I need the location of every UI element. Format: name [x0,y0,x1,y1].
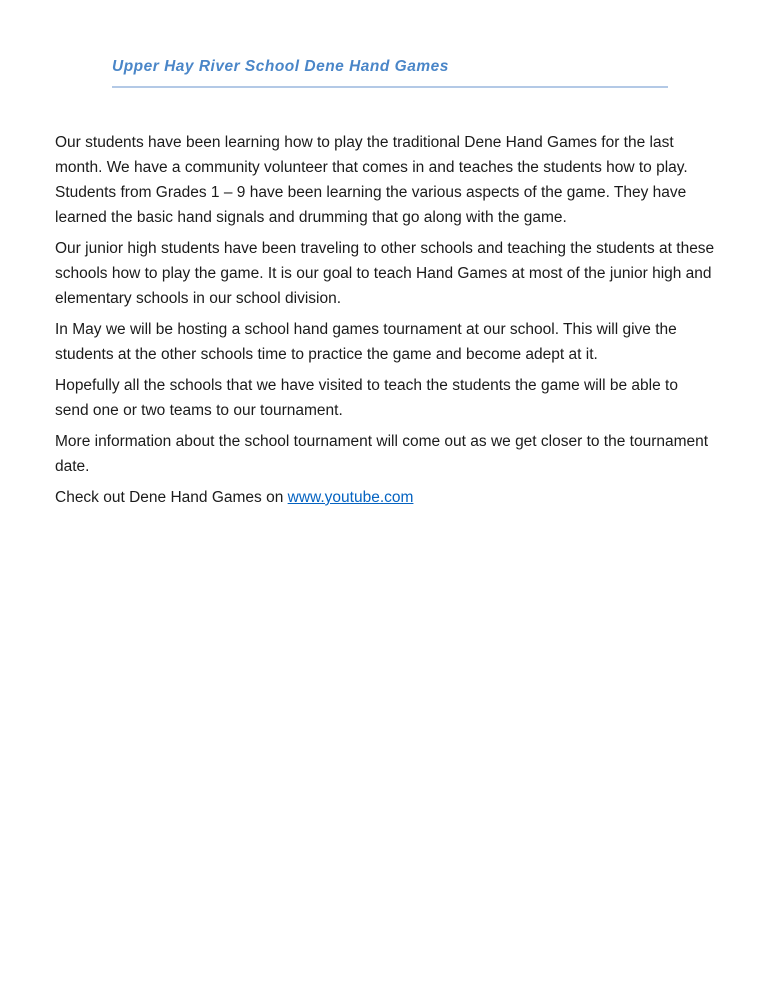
paragraph-check-out-link [55,485,715,510]
link-prefix-text: Check out Dene Hand Games on [55,489,288,506]
paragraph-schools-teams: Hopefully all the schools that we have visited to teach the students the game will be able to send one or two teams to our tournament. [55,377,678,419]
youtube-link[interactable]: www.youtube.com [287,489,414,506]
paragraph-students-learning: Our students have been learning how to play the traditional Dene Hand Games for the last month. We have a community volunteer that comes in and teaches the students how to play. Students from Grades 1 – 9 have been learning the various aspects of the game. They have learned the basic hand signals and drumming that go along with the game. [55,134,688,226]
page-title: Upper Hay River School Dene Hand Games [112,58,449,75]
paragraph-junior-high-traveling: Our junior high students have been traveling to other schools and teaching the students at these schools how to play the game. It is our goal to teach Hand Games at most of the junior high and elementary schools in our school division. [55,240,715,307]
document-body [55,130,715,516]
paragraph-may-tournament: In May we will be hosting a school hand games tournament at our school. This will give the students at the other schools time to practice the game and become adept at it. [55,321,677,363]
document-header [112,58,668,88]
paragraph-more-information: More information about the school tournament will come out as we get closer to the tournament date. [55,433,709,475]
